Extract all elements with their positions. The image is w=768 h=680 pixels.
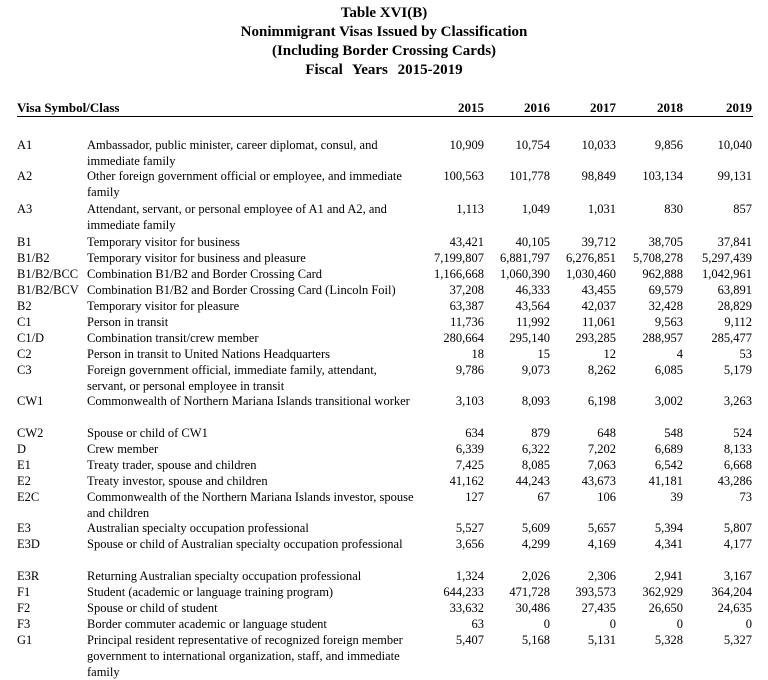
visa-count: 53 xyxy=(739,347,752,361)
visa-count: 15 xyxy=(537,347,550,361)
visa-symbol: B1/B2 xyxy=(17,251,50,265)
visa-count: 393,573 xyxy=(575,585,616,599)
visa-symbol: F2 xyxy=(17,601,31,615)
visa-description: Spouse or child of Australian specialty occupation professional xyxy=(87,537,403,551)
visa-count: 0 xyxy=(745,617,752,631)
column-header-year: 2019 xyxy=(726,100,752,115)
visa-count: 5,297,439 xyxy=(702,251,752,265)
visa-count: 43,421 xyxy=(449,235,484,249)
visa-count: 10,040 xyxy=(717,138,752,152)
visa-count: 103,134 xyxy=(642,169,683,183)
visa-count: 8,093 xyxy=(521,394,550,408)
column-header-year: 2016 xyxy=(524,100,550,115)
visa-description: Returning Australian specialty occupation professional xyxy=(87,569,362,583)
visa-count: 38,705 xyxy=(648,235,683,249)
visa-count: 5,657 xyxy=(587,521,616,535)
visa-count: 41,181 xyxy=(648,474,683,488)
visa-count: 830 xyxy=(664,202,683,216)
visa-symbol: E3 xyxy=(17,521,31,535)
visa-description: Combination B1/B2 and Border Crossing Card xyxy=(87,267,323,281)
visa-count: 43,564 xyxy=(515,299,550,313)
visa-count: 9,112 xyxy=(724,315,752,329)
visa-description: Foreign government official, immediate family, attendant, servant, or personal employee in transit xyxy=(87,363,377,393)
title-line: (Including Border Crossing Cards) xyxy=(271,43,497,59)
visa-count: 73 xyxy=(739,490,752,504)
visa-count: 8,262 xyxy=(587,363,616,377)
visa-count: 1,031 xyxy=(587,202,616,216)
visa-count: 6,542 xyxy=(654,458,683,472)
visa-count: 1,166,668 xyxy=(434,267,484,281)
visa-count: 63,387 xyxy=(449,299,484,313)
visa-description: Commonwealth of Northern Mariana Islands transitional worker xyxy=(87,394,410,408)
visa-count: 69,579 xyxy=(648,283,683,297)
visa-description: Treaty trader, spouse and children xyxy=(87,458,257,472)
visa-count: 37,208 xyxy=(449,283,484,297)
visa-count: 364,204 xyxy=(711,585,752,599)
visa-count: 98,849 xyxy=(581,169,616,183)
visa-count: 6,689 xyxy=(654,442,683,456)
visa-description: Person in transit to United Nations Headquarters xyxy=(87,347,331,361)
visa-count: 3,103 xyxy=(455,394,484,408)
visa-count: 4 xyxy=(676,347,683,361)
visa-description: Ambassador, public minister, career diplomat, consul, and immediate family xyxy=(87,138,378,168)
visa-count: 127 xyxy=(465,490,484,504)
visa-count: 7,199,807 xyxy=(434,251,484,265)
visa-count: 293,285 xyxy=(575,331,616,345)
visa-description: Attendant, servant, or personal employee of A1 and A2, and immediate family xyxy=(87,202,387,232)
visa-count: 10,033 xyxy=(581,138,616,152)
visa-count: 37,841 xyxy=(717,235,752,249)
visa-count: 41,162 xyxy=(449,474,484,488)
visa-description: Principal resident representative of recognized foreign member government to international organization, staff, and immediate family xyxy=(87,633,403,679)
visa-count: 3,263 xyxy=(723,394,752,408)
visa-description: Temporary visitor for pleasure xyxy=(87,299,240,313)
visa-count: 9,786 xyxy=(455,363,484,377)
visa-symbol: E3R xyxy=(17,569,40,583)
visa-description: Temporary visitor for business and pleasure xyxy=(87,251,306,265)
visa-count: 30,486 xyxy=(515,601,550,615)
visa-symbol: B1/B2/BCV xyxy=(17,283,79,297)
visa-count: 24,635 xyxy=(717,601,752,615)
visa-count: 99,131 xyxy=(717,169,752,183)
visa-count: 11,736 xyxy=(450,315,484,329)
visa-count: 471,728 xyxy=(509,585,550,599)
visa-count: 7,202 xyxy=(587,442,616,456)
title-line: Table XVI(B) xyxy=(340,5,428,21)
visa-count: 4,341 xyxy=(654,537,683,551)
title-line: Fiscal Years 2015-2019 xyxy=(305,62,463,78)
visa-symbol: CW2 xyxy=(17,426,44,440)
visa-count: 5,168 xyxy=(521,633,550,647)
visa-count: 6,881,797 xyxy=(500,251,550,265)
header-rule xyxy=(17,116,753,117)
title-line: Nonimmigrant Visas Issued by Classification xyxy=(240,24,528,40)
visa-count: 644,233 xyxy=(443,585,484,599)
visa-count: 1,324 xyxy=(455,569,484,583)
visa-symbol: D xyxy=(17,442,27,456)
visa-symbol: F3 xyxy=(17,617,31,631)
visa-count: 43,455 xyxy=(581,283,616,297)
visa-count: 962,888 xyxy=(642,267,683,281)
visa-count: 63,891 xyxy=(717,283,752,297)
visa-count: 10,754 xyxy=(515,138,550,152)
visa-count: 5,394 xyxy=(654,521,683,535)
visa-count: 100,563 xyxy=(443,169,484,183)
visa-count: 11,992 xyxy=(516,315,550,329)
visa-symbol: F1 xyxy=(17,585,31,599)
visa-description: Person in transit xyxy=(87,315,169,329)
visa-description: Other foreign government official or employee, and immediate family xyxy=(87,169,402,199)
visa-count: 0 xyxy=(676,617,683,631)
visa-count: 285,477 xyxy=(711,331,752,345)
visa-count: 8,085 xyxy=(521,458,550,472)
table-title xyxy=(0,4,768,80)
visa-count: 6,339 xyxy=(455,442,484,456)
visa-count: 106 xyxy=(597,490,616,504)
visa-count: 42,037 xyxy=(581,299,616,313)
visa-count: 2,306 xyxy=(587,569,616,583)
visa-description: Australian specialty occupation professional xyxy=(87,521,309,535)
visa-count: 879 xyxy=(531,426,550,440)
visa-count: 26,650 xyxy=(648,601,683,615)
visa-symbol: E2C xyxy=(17,490,40,504)
visa-symbol: E3D xyxy=(17,537,40,551)
visa-description: Spouse or child of CW1 xyxy=(87,426,208,440)
visa-count: 1,030,460 xyxy=(566,267,616,281)
visa-symbol: B2 xyxy=(17,299,32,313)
visa-symbol: A2 xyxy=(17,169,33,183)
visa-count: 362,929 xyxy=(642,585,683,599)
visa-description: Combination B1/B2 and Border Crossing Card (Lincoln Foil) xyxy=(87,283,396,297)
visa-count: 3,002 xyxy=(654,394,683,408)
visa-symbol: G1 xyxy=(17,633,33,647)
visa-count: 33,632 xyxy=(449,601,484,615)
visa-count: 524 xyxy=(733,426,752,440)
visa-count: 1,113 xyxy=(456,202,484,216)
visa-count: 63 xyxy=(471,617,484,631)
visa-count: 11,061 xyxy=(582,315,616,329)
visa-count: 6,322 xyxy=(521,442,550,456)
visa-count: 39 xyxy=(670,490,683,504)
visa-description: Combination transit/crew member xyxy=(87,331,259,345)
visa-count: 280,664 xyxy=(443,331,484,345)
visa-count: 43,673 xyxy=(581,474,616,488)
visa-count: 3,656 xyxy=(455,537,484,551)
visa-count: 2,026 xyxy=(521,569,550,583)
visa-count: 5,327 xyxy=(723,633,752,647)
visa-description: Student (academic or language training program) xyxy=(87,585,334,599)
visa-count: 648 xyxy=(597,426,616,440)
visa-count: 39,712 xyxy=(581,235,616,249)
visa-count: 27,435 xyxy=(581,601,616,615)
visa-count: 5,131 xyxy=(587,633,616,647)
visa-description: Border commuter academic or language student xyxy=(87,617,327,631)
visa-count: 6,085 xyxy=(654,363,683,377)
visa-count: 5,328 xyxy=(654,633,683,647)
visa-count: 0 xyxy=(543,617,550,631)
visa-symbol: E1 xyxy=(17,458,31,472)
visa-count: 18 xyxy=(471,347,484,361)
visa-count: 8,133 xyxy=(723,442,752,456)
visa-count: 5,527 xyxy=(455,521,484,535)
visa-count: 43,286 xyxy=(717,474,752,488)
visa-count: 28,829 xyxy=(717,299,752,313)
visa-count: 2,941 xyxy=(654,569,683,583)
visa-symbol: C2 xyxy=(17,347,32,361)
visa-description: Crew member xyxy=(87,442,159,456)
column-header-symbol-class: Visa Symbol/Class xyxy=(17,100,120,115)
visa-count: 67 xyxy=(537,490,550,504)
visa-symbol: C1 xyxy=(17,315,32,329)
visa-count: 7,063 xyxy=(587,458,616,472)
visa-symbol: C3 xyxy=(17,363,32,377)
visa-symbol: CW1 xyxy=(17,394,44,408)
visa-count: 634 xyxy=(465,426,484,440)
visa-symbol: B1 xyxy=(17,235,32,249)
visa-count: 3,167 xyxy=(723,569,752,583)
column-header-year: 2017 xyxy=(590,100,616,115)
visa-description: Treaty investor, spouse and children xyxy=(87,474,268,488)
visa-count: 32,428 xyxy=(648,299,683,313)
visa-count: 4,169 xyxy=(587,537,616,551)
visa-count: 5,407 xyxy=(455,633,484,647)
column-header-year: 2018 xyxy=(657,100,683,115)
visa-count: 9,563 xyxy=(654,315,683,329)
visa-count: 857 xyxy=(733,202,752,216)
visa-symbol: A1 xyxy=(17,138,33,152)
visa-count: 6,668 xyxy=(723,458,752,472)
visa-count: 5,609 xyxy=(521,521,550,535)
visa-count: 288,957 xyxy=(642,331,683,345)
visa-count: 6,198 xyxy=(587,394,616,408)
visa-symbol: C1/D xyxy=(17,331,45,345)
visa-count: 1,060,390 xyxy=(500,267,550,281)
visa-count: 4,177 xyxy=(723,537,752,551)
visa-count: 9,073 xyxy=(521,363,550,377)
visa-count: 1,049 xyxy=(521,202,550,216)
visa-symbol: E2 xyxy=(17,474,31,488)
visa-symbol: B1/B2/BCC xyxy=(17,267,79,281)
visa-count: 0 xyxy=(609,617,616,631)
visa-description: Spouse or child of student xyxy=(87,601,218,615)
visa-count: 9,856 xyxy=(654,138,683,152)
visa-count: 5,179 xyxy=(723,363,752,377)
visa-count: 6,276,851 xyxy=(566,251,616,265)
visa-count: 5,807 xyxy=(723,521,752,535)
visa-count: 44,243 xyxy=(515,474,550,488)
visa-count: 7,425 xyxy=(455,458,484,472)
visa-count: 12 xyxy=(603,347,616,361)
visa-count: 4,299 xyxy=(521,537,550,551)
visa-count: 101,778 xyxy=(509,169,550,183)
visa-count: 295,140 xyxy=(509,331,550,345)
visa-count: 1,042,961 xyxy=(702,267,752,281)
visa-symbol: A3 xyxy=(17,202,33,216)
column-header-year: 2015 xyxy=(458,100,484,115)
visa-count: 40,105 xyxy=(515,235,550,249)
visa-count: 46,333 xyxy=(515,283,550,297)
visa-count: 10,909 xyxy=(449,138,484,152)
visa-count: 5,708,278 xyxy=(633,251,683,265)
visa-description: Commonwealth of the Northern Mariana Islands investor, spouse and children xyxy=(87,490,414,520)
visa-description: Temporary visitor for business xyxy=(87,235,240,249)
visa-count: 548 xyxy=(664,426,683,440)
